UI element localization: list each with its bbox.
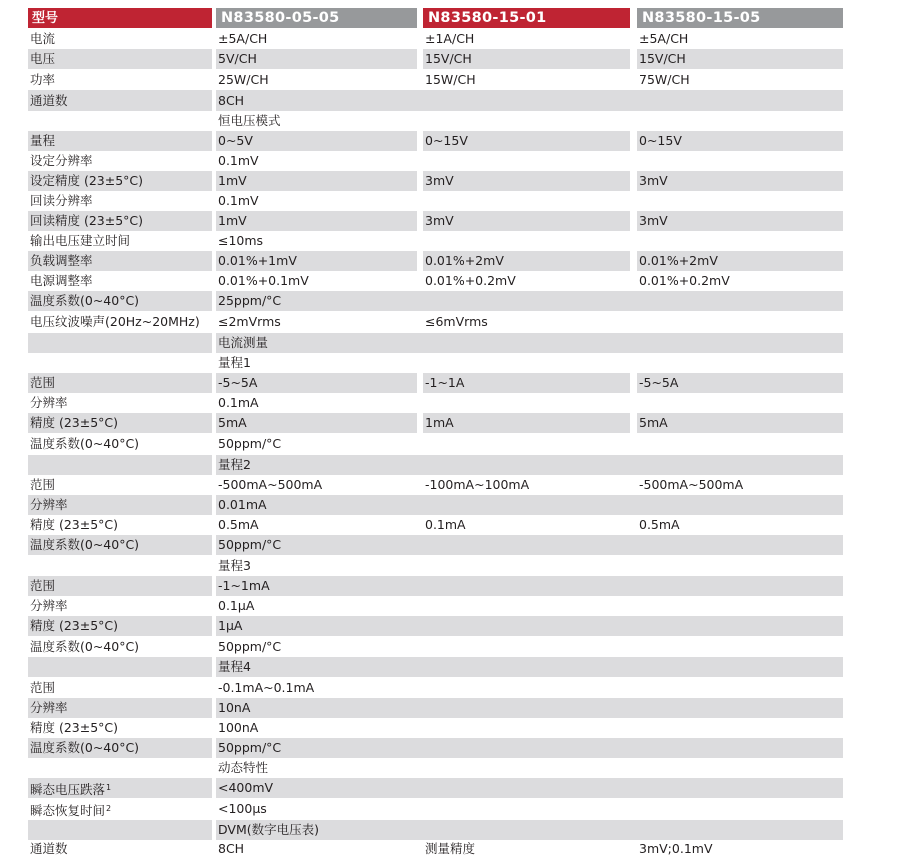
row-label: 温度系数(0~40°C) (28, 291, 212, 311)
section-row (28, 820, 843, 840)
row-label: 分辨率 (30, 395, 68, 410)
spec-row (28, 373, 843, 393)
spec-row (28, 171, 843, 191)
row-label: 分辨率 (28, 495, 212, 515)
spec-row (28, 211, 843, 231)
row-label: 分辨率 (28, 698, 212, 718)
section-title: 电流测量 (216, 333, 843, 353)
value-model-2: 3mV (423, 171, 630, 191)
value-common: -1~1mA (216, 576, 843, 596)
row-label: 精度 (23±5°C) (28, 616, 212, 636)
value-model-3: 5mA (637, 413, 843, 433)
value-model-3: 3mV (637, 211, 843, 231)
spec-row (28, 637, 843, 656)
section-title: 动态特性 (218, 760, 269, 775)
row-label: 输出电压建立时间 (30, 233, 131, 248)
value-model-1: 25W/CH (218, 72, 269, 87)
row-label: 范围 (28, 373, 212, 393)
spec-row (28, 778, 843, 798)
value-model-2-3: ≤6mVrms (425, 314, 488, 329)
spec-row (28, 698, 843, 718)
model-name-1: N83580-05-05 (216, 8, 417, 28)
row-label: 设定精度 (23±5°C) (28, 171, 212, 191)
value-model-1: 0~5V (216, 131, 417, 151)
spec-row (28, 738, 843, 758)
footnote-marker: 2 (106, 804, 112, 813)
spec-row (28, 799, 843, 819)
value-model-1: 1mV (216, 211, 417, 231)
row-label-empty (28, 333, 212, 353)
row-label: 电流 (30, 31, 56, 46)
value-model-3: 0.01%+2mV (637, 251, 843, 271)
subsection-title: 量程1 (218, 355, 251, 370)
spec-row (28, 49, 843, 69)
value-model-3: -5~5A (637, 373, 843, 393)
value-model-2: 0.01%+2mV (423, 251, 630, 271)
value-model-1: -500mA~500mA (218, 477, 323, 492)
spec-row (28, 90, 843, 111)
accuracy-value: 3mV;0.1mV (639, 841, 713, 856)
value-common: 50ppm/°C (216, 535, 843, 555)
spec-row (28, 495, 843, 515)
value-model-2: -100mA~100mA (425, 477, 530, 492)
spec-row (28, 30, 843, 48)
subsection-row (28, 455, 843, 475)
value-common: <400mV (216, 778, 843, 798)
value-common: 0.1mV (218, 193, 259, 208)
spec-row (28, 312, 843, 332)
value-common: 25ppm/°C (216, 291, 843, 311)
value-model-1: ±5A/CH (218, 31, 268, 46)
value-model-1: 8CH (218, 841, 245, 856)
value-model-2: -1~1A (423, 373, 630, 393)
accuracy-label: 测量精度 (425, 841, 476, 856)
row-label: 电源调整率 (30, 273, 93, 288)
value-common: 0.1μA (218, 598, 255, 613)
section-row (28, 333, 843, 353)
spec-row (28, 516, 843, 534)
subsection-title: 量程3 (218, 558, 251, 573)
spec-row (28, 616, 843, 636)
value-model-1: ≤2mVrms (218, 314, 281, 329)
row-label (28, 778, 212, 798)
footnote-marker: 1 (106, 783, 112, 792)
section-row (28, 759, 843, 777)
value-common: <100μs (218, 801, 267, 816)
value-common: 8CH (216, 90, 843, 111)
model-name-3: N83580-15-05 (637, 8, 843, 28)
value-common: 50ppm/°C (216, 738, 843, 758)
subsection-row (28, 354, 843, 372)
value-model-1: 5mA (216, 413, 417, 433)
value-common: 10nA (216, 698, 843, 718)
spec-row (28, 291, 843, 311)
spec-row (28, 152, 843, 170)
value-common: 0.1mA (218, 395, 259, 410)
value-common: 0.1mV (218, 153, 259, 168)
spec-row (28, 70, 843, 89)
value-model-1: 0.5mA (218, 517, 259, 532)
row-label: 温度系数(0~40°C) (30, 639, 140, 654)
value-common: 50ppm/°C (218, 639, 282, 654)
spec-row (28, 434, 843, 454)
value-model-2: 0.01%+0.2mV (425, 273, 516, 288)
row-label: 回读分辨率 (30, 193, 93, 208)
value-model-3: 3mV (637, 171, 843, 191)
row-label: 温度系数(0~40°C) (28, 738, 212, 758)
value-model-3: 0.01%+0.2mV (639, 273, 730, 288)
row-label: 电压纹波噪声(20Hz~20MHz) (30, 314, 200, 329)
value-common: -0.1mA~0.1mA (218, 680, 315, 695)
value-model-1: 0.01%+1mV (216, 251, 417, 271)
value-model-1: 1mV (216, 171, 417, 191)
section-row (28, 112, 843, 130)
value-model-2: 0.1mA (425, 517, 466, 532)
value-model-3: 75W/CH (639, 72, 690, 87)
spec-row (28, 719, 843, 737)
spec-row (28, 192, 843, 210)
value-model-1: -5~5A (216, 373, 417, 393)
value-common: 0.01mA (216, 495, 843, 515)
model-name-2: N83580-15-01 (423, 8, 630, 28)
spec-row (28, 251, 843, 271)
value-model-3: 0~15V (637, 131, 843, 151)
model-header-label: 型号 (28, 8, 212, 28)
spec-row (28, 413, 843, 433)
row-label: 温度系数(0~40°C) (30, 436, 140, 451)
value-common: 50ppm/°C (218, 436, 282, 451)
value-model-2: 1mA (423, 413, 630, 433)
spec-row (28, 678, 843, 697)
value-common: ≤10ms (218, 233, 264, 248)
row-label: 范围 (30, 477, 56, 492)
row-label: 量程 (28, 131, 212, 151)
row-label: 设定分辨率 (30, 153, 93, 168)
row-label: 电压 (28, 49, 212, 69)
label-text: 瞬态电压跌落 (30, 782, 106, 797)
spec-row (28, 597, 843, 615)
spec-row (28, 394, 843, 412)
row-label-empty (28, 820, 212, 840)
subsection-row (28, 657, 843, 677)
row-label: 通道数 (30, 841, 68, 856)
value-model-3: 0.5mA (639, 517, 680, 532)
value-model-2: 3mV (423, 211, 630, 231)
row-label: 精度 (23±5°C) (30, 517, 119, 532)
row-label: 分辨率 (30, 598, 68, 613)
spec-row (28, 272, 843, 290)
value-model-1: 0.01%+0.1mV (218, 273, 309, 288)
row-label-empty (28, 455, 212, 475)
row-label (28, 799, 212, 819)
value-common: 1μA (216, 616, 843, 636)
value-model-2: ±1A/CH (425, 31, 475, 46)
row-label: 温度系数(0~40°C) (28, 535, 212, 555)
value-model-1: 5V/CH (216, 49, 417, 69)
value-model-3: -500mA~500mA (639, 477, 744, 492)
value-model-2: 15V/CH (423, 49, 630, 69)
value-model-3: 15V/CH (637, 49, 843, 69)
spec-row (28, 232, 843, 250)
subsection-title: 量程4 (216, 657, 843, 677)
subsection-title: 量程2 (216, 455, 843, 475)
row-label: 精度 (23±5°C) (28, 413, 212, 433)
spec-row (28, 131, 843, 151)
section-title: DVM(数字电压表) (216, 820, 843, 840)
row-label: 范围 (28, 576, 212, 596)
spec-row (28, 841, 843, 857)
section-title: 恒电压模式 (218, 113, 281, 128)
row-label: 功率 (30, 72, 56, 87)
row-label: 范围 (30, 680, 56, 695)
row-label-empty (28, 657, 212, 677)
value-model-3: ±5A/CH (639, 31, 689, 46)
row-label: 负载调整率 (28, 251, 212, 271)
subsection-row (28, 556, 843, 575)
value-model-2: 0~15V (423, 131, 630, 151)
spec-row (28, 535, 843, 555)
label-text: 瞬态恢复时间 (30, 803, 106, 818)
spec-row (28, 576, 843, 596)
row-label: 通道数 (28, 90, 212, 111)
header-row (28, 8, 843, 28)
value-common: 100nA (218, 720, 259, 735)
row-label: 回读精度 (23±5°C) (28, 211, 212, 231)
spec-row (28, 476, 843, 494)
value-model-2: 15W/CH (425, 72, 476, 87)
row-label: 精度 (23±5°C) (30, 720, 119, 735)
